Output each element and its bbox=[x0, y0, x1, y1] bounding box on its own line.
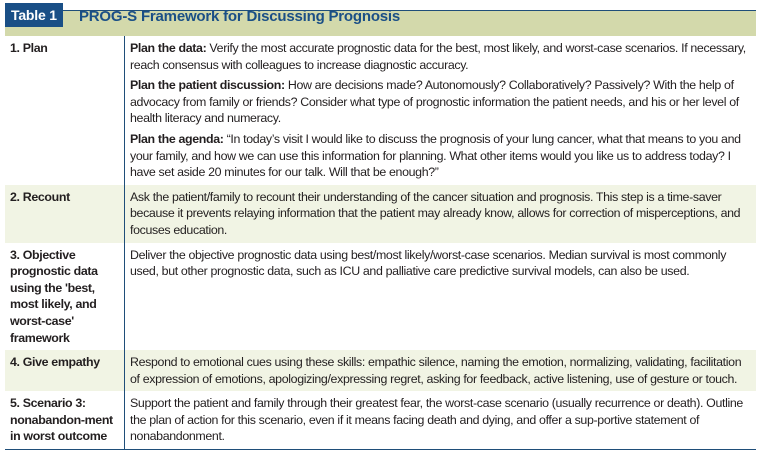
step-description: Respond to emotional cues using these skills: empathic silence, naming the emotion, normalizing, validating, facilitation of expression of emotions, apologizing/expressing regret, asking for feedback, active listening, use of gesture or touch. bbox=[125, 350, 757, 391]
paragraph-lead: Plan the agenda: bbox=[130, 131, 224, 146]
paragraph bbox=[130, 77, 750, 127]
step-label: 3. Objective prognostic data using the 'best, most likely, and worst-case' framework bbox=[5, 243, 125, 351]
paragraph-text: “In today’s visit I would like to discuss the prognosis of your lung cancer, what that means to you and your family, and how we can use this information for planning. What other items would you like us to address today? I have set aside 20 minutes for our talk. Will that be enough?” bbox=[130, 131, 741, 180]
table-row bbox=[5, 243, 756, 351]
paragraph-lead: Plan the data: bbox=[130, 41, 207, 55]
step-description bbox=[125, 36, 757, 185]
paragraph-lead: Plan the patient discussion: bbox=[130, 78, 285, 93]
paragraph-text: Verify the most accurate prognostic data for the best, most likely, and worst-case scenarios. If necessary, reach consensus with colleagues to increase diagnostic accuracy. bbox=[130, 41, 746, 72]
step-label: 2. Recount bbox=[5, 185, 125, 243]
table-row bbox=[5, 350, 756, 391]
paragraph bbox=[130, 40, 750, 73]
step-description: Deliver the objective prognostic data using best/most likely/worst-case scenarios. Median survival is most commonly used, but other prognostic data, such as ICU and palliative care predictive survival models, can also be used. bbox=[130, 247, 727, 279]
step-description: Ask the patient/family to recount their understanding of the cancer situation and prognosis. This step is a time-saver because it prevents relaying information that the patient may already know, allows for correction of misperceptions, and focuses education. bbox=[125, 185, 757, 243]
step-description: Support the patient and family through their greatest fear, the worst-case scenario (usually recurrence or death). Outline the plan of action for this scenario, even if it means facing death and dying, and offer a sup-portive statement of nonabandonment. bbox=[125, 391, 757, 449]
prog-s-table bbox=[5, 7, 756, 450]
table-title: PROG-S Framework for Discussing Prognosis bbox=[79, 8, 401, 25]
table-number-badge: Table 1 bbox=[5, 3, 63, 27]
paragraph-text: How are decisions made? Autonomously? Collaboratively? Passively? With the help of advocacy from family or friends? Consider what type of prognostic information the patient needs, and his or her level of health literacy and numeracy. bbox=[130, 78, 739, 126]
table-row bbox=[5, 36, 756, 185]
step-label: 4. Give empathy bbox=[5, 350, 125, 391]
paragraph bbox=[130, 131, 750, 181]
step-label: 5. Scenario 3: nonabandon-ment in worst outcome bbox=[5, 391, 125, 449]
table-row bbox=[5, 391, 756, 449]
step-label: 1. Plan bbox=[5, 36, 125, 185]
table-row bbox=[5, 185, 756, 243]
table-header-bar bbox=[5, 7, 756, 36]
framework-table bbox=[5, 36, 756, 450]
